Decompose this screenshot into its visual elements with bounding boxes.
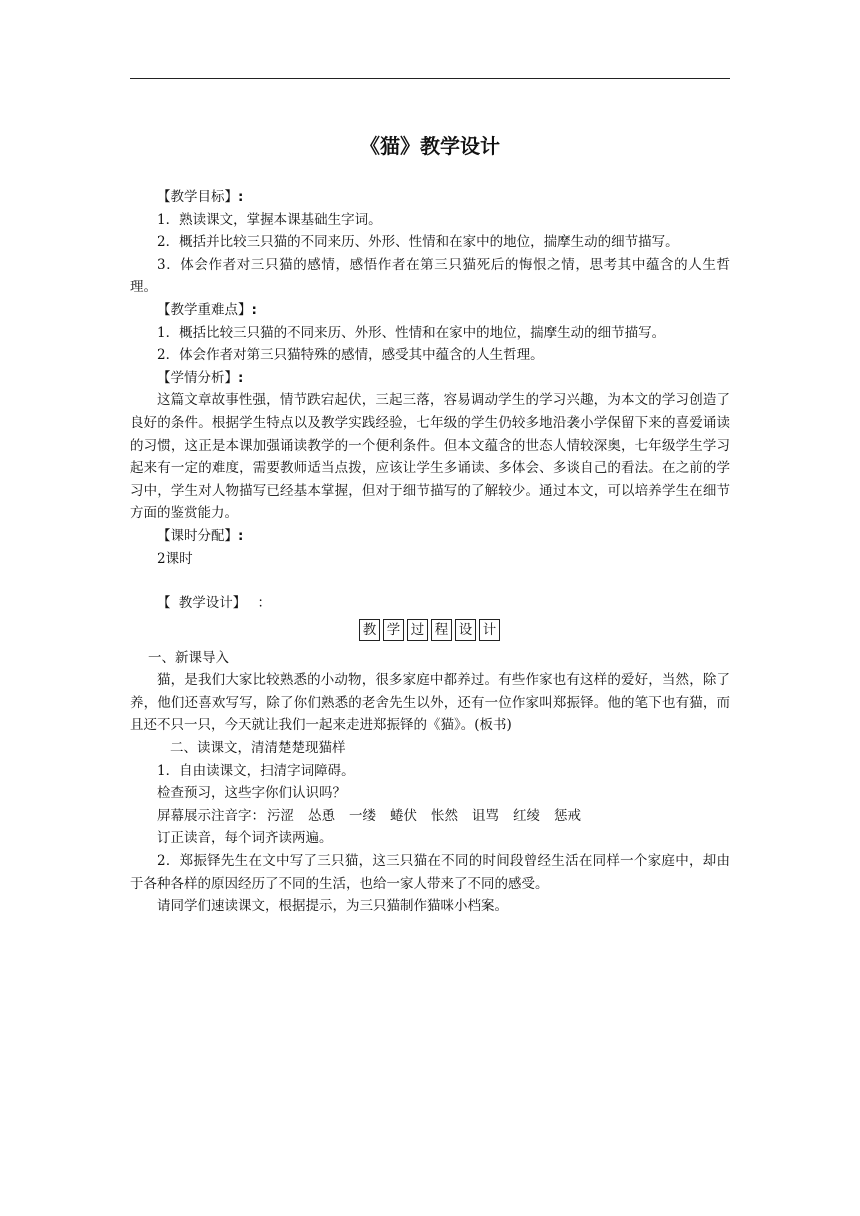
analysis-heading [130, 367, 730, 390]
boxed-char: 教 [359, 619, 380, 641]
pinyin-word: 污涩 [267, 807, 294, 824]
keypoint-item-1: 1．概括比较三只猫的不同来历、外形、性情和在家中的地位，揣摩生动的细节描写。 [157, 324, 666, 341]
section1-heading: 一、新课导入 [148, 649, 229, 666]
goals-heading-text: 【教学目标】 [157, 189, 238, 205]
keypoints-heading-text: 【教学重难点】 [157, 301, 252, 318]
boxed-char: 程 [431, 619, 452, 641]
section2-words [130, 805, 730, 828]
schedule-value: 2课时 [157, 550, 193, 567]
boxed-char: 计 [479, 619, 500, 641]
pinyin-word: 怅然 [431, 807, 458, 824]
pinyin-word: 蜷伏 [390, 807, 417, 824]
section2-step1: 1．自由读课文，扫清字词障碍。 [157, 762, 355, 779]
section1-paragraph: 猫，是我们大家比较熟悉的小动物，很多家庭中都养过。有些作家也有这样的爱好，当然，除了养，他们还喜欢写写，除了你们熟悉的老舍先生以外，还有一位作家叫郑振铎。他的笔下也有猫，而且还不只一只，今天就让我们一起来走进郑振铎的《猫》。(板书) [130, 672, 730, 734]
keypoints-heading-colon: : [251, 301, 257, 318]
pinyin-word: 惩戒 [554, 807, 581, 824]
section2-check: 检查预习，这些字你们认识吗？ [157, 785, 346, 802]
pinyin-word: 诅骂 [472, 807, 499, 824]
document-title: 《猫》教学设计 [360, 134, 500, 158]
analysis-heading-text: 【学情分析】 [157, 369, 238, 386]
goals-heading [130, 186, 730, 209]
boxed-char: 学 [383, 619, 404, 641]
analysis-paragraph: 这篇文章故事性强，情节跌宕起伏，三起三落，容易调动学生的学习兴趣，为本文的学习创造了良好的条件。根据学生特点以及教学实践经验，七年级的学生仍较多地沿袭小学保留下来的喜爱诵读的习惯，这正是本课加强诵读教学的一个便利条件。但本文蕴含的世态人情较深奥，七年级学生学习起来有一定的难度，需要教师适当点拨，应该让学生多诵读、多体会、多谈自己的看法。在之前的学习中，学生对人物描写已经基本掌握，但对于细节描写的了解较少。通过本文，可以培养学生在细节方面的鉴赏能力。 [130, 392, 730, 522]
design-heading-colon: ： [257, 595, 272, 612]
section2-correct: 订正读音，每个词齐读两遍。 [157, 830, 333, 847]
section2-task: 请同学们速读课文，根据提示，为三只猫制作猫咪小档案。 [157, 898, 508, 915]
design-heading-text: 【 教学设计】 [157, 595, 240, 612]
schedule-heading-text: 【课时分配】 [157, 527, 238, 544]
schedule-heading [130, 525, 730, 548]
goal-item-2: 2．概括并比较三只猫的不同来历、外形、性情和在家中的地位，揣摩生动的细节描写。 [157, 234, 679, 251]
boxed-char: 设 [455, 619, 476, 641]
words-label: 屏幕展示注音字： [157, 807, 265, 824]
pinyin-word: 怂恿 [308, 807, 335, 824]
keypoint-item-2: 2．体会作者对第三只猫特殊的感情，感受其中蕴含的人生哲理。 [157, 347, 544, 364]
design-heading [130, 592, 730, 615]
goals-heading-colon: : [238, 189, 244, 205]
pinyin-word: 红绫 [513, 807, 540, 824]
pinyin-word: 一缕 [349, 807, 376, 824]
goal-item-1: 1．熟读课文，掌握本课基础生字词。 [157, 211, 382, 228]
boxed-char: 过 [407, 619, 428, 641]
analysis-heading-colon: : [238, 369, 244, 386]
document-body [130, 186, 730, 918]
keypoints-heading [130, 299, 730, 322]
process-design-boxes [130, 619, 730, 645]
schedule-heading-colon: : [238, 527, 244, 544]
header-rule [130, 78, 730, 79]
section2-heading: 二、读课文，清清楚楚现猫样 [170, 740, 346, 757]
section2-step2: 2．郑振铎先生在文中写了三只猫，这三只猫在不同的时间段曾经生活在同样一个家庭中，却由于各种各样的原因经历了不同的生活，也给一家人带来了不同的感受。 [130, 853, 730, 892]
spacer [130, 570, 730, 592]
goal-item-3: 3．体会作者对三只猫的感情，感悟作者在第三只猫死后的悔恨之情，思考其中蕴含的人生哲理。 [130, 256, 730, 296]
